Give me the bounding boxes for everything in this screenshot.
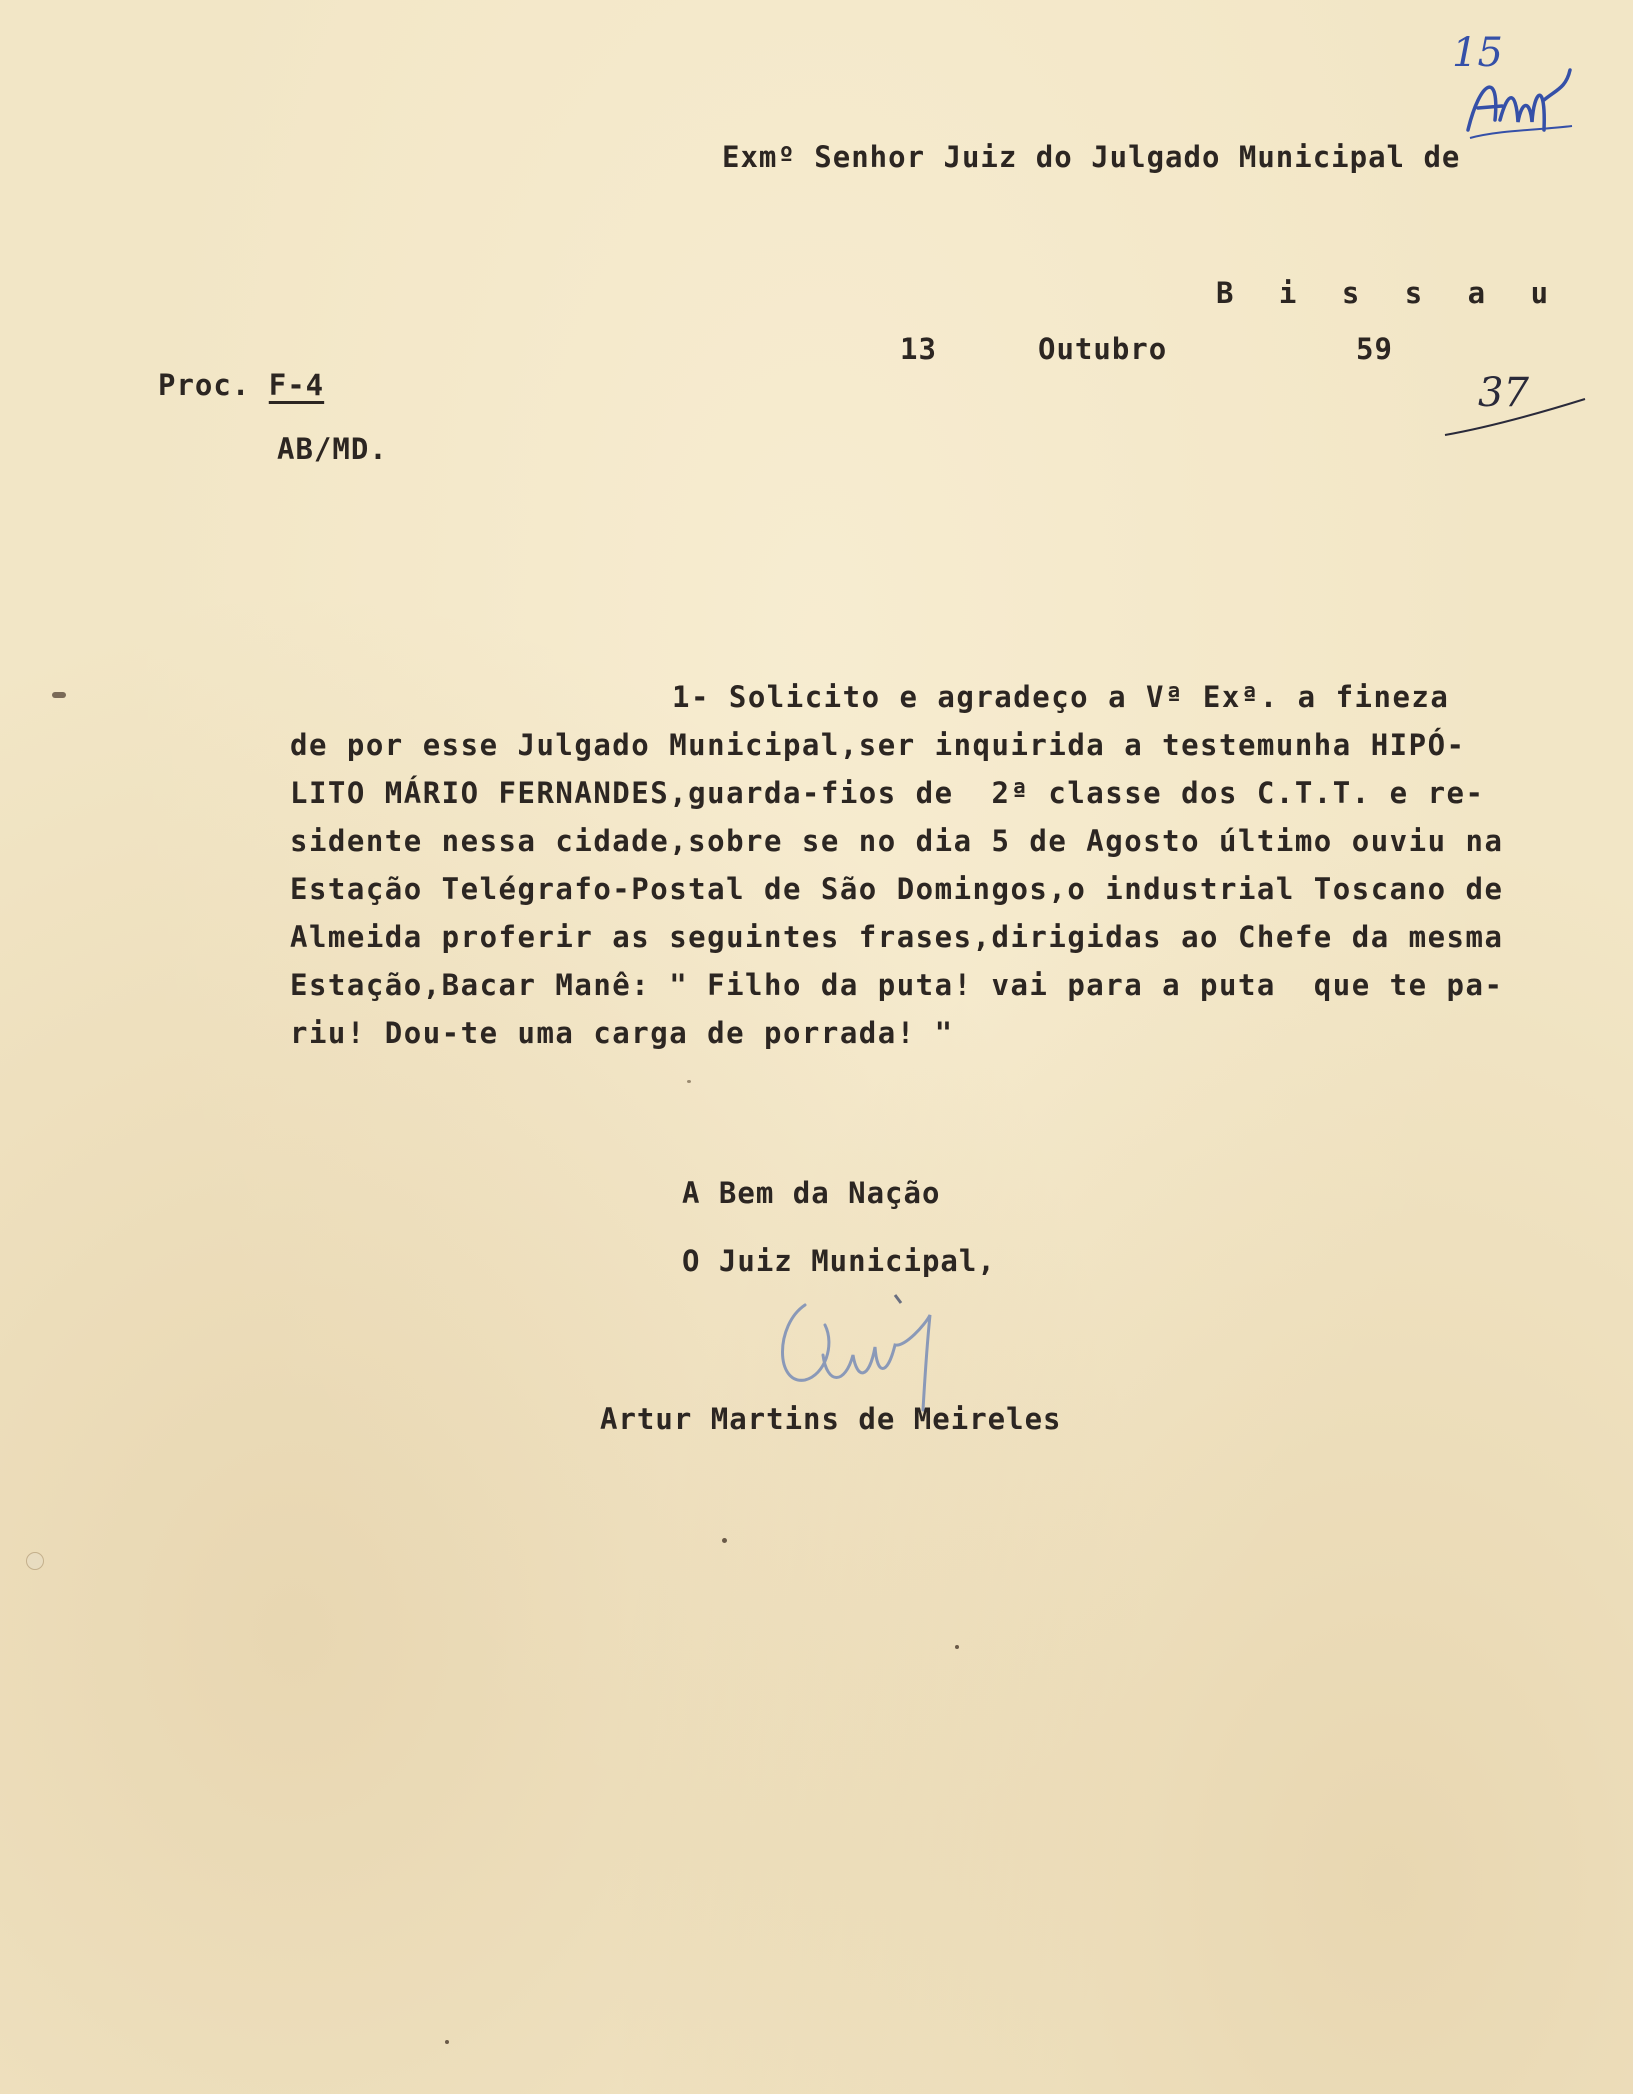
body-line-7: Estação,Bacar Manê: " Filho da puta! vai para a puta que te pa- bbox=[290, 968, 1504, 1002]
signatory-name: Artur Martins de Meireles bbox=[600, 1402, 1062, 1436]
closing-salutation: A Bem da Nação bbox=[682, 1176, 941, 1210]
signature bbox=[765, 1285, 995, 1415]
closing-title: O Juiz Municipal, bbox=[682, 1244, 996, 1278]
proc-reference bbox=[158, 368, 324, 402]
folio-number: 15 bbox=[1452, 30, 1503, 76]
date-month: Outubro bbox=[1038, 332, 1168, 366]
body-line-8: riu! Dou-te uma carga de porrada! " bbox=[290, 1016, 954, 1050]
initials: AB/MD. bbox=[277, 432, 388, 466]
proc-label: Proc. bbox=[158, 368, 269, 402]
body-line-2: de por esse Julgado Municipal,ser inquirida a testemunha HIPÓ- bbox=[290, 728, 1466, 762]
paper-speck bbox=[955, 1645, 959, 1649]
paper-speck bbox=[52, 692, 66, 698]
body-line-1: 1- Solicito e agradeço a Vª Exª. a fineza bbox=[672, 680, 1450, 714]
body-line-3: LITO MÁRIO FERNANDES,guarda-fios de 2ª classe dos C.T.T. e re- bbox=[290, 776, 1485, 810]
paper-speck bbox=[26, 1552, 44, 1570]
date-year: 59 bbox=[1356, 332, 1393, 366]
initials-annotation bbox=[1460, 60, 1580, 150]
date-day: 13 bbox=[900, 332, 937, 366]
paper-speck bbox=[722, 1538, 727, 1543]
body-line-5: Estação Telégrafo-Postal de São Domingos,o industrial Toscano de bbox=[290, 872, 1504, 906]
proc-number: F-4 bbox=[268, 368, 325, 402]
body-line-6: Almeida proferir as seguintes frases,dirigidas ao Chefe da mesma bbox=[290, 920, 1504, 954]
place-city: B i s s a u bbox=[1216, 276, 1563, 310]
body-line-4: sidente nessa cidade,sobre se no dia 5 de Agosto último ouviu na bbox=[290, 824, 1504, 858]
handwritten-number: 37 bbox=[1478, 370, 1529, 416]
handwritten-underline bbox=[1440, 395, 1590, 440]
paper-speck bbox=[687, 1080, 691, 1083]
addressee-line: Exmº Senhor Juiz do Julgado Municipal de bbox=[722, 140, 1461, 174]
paper-speck bbox=[445, 2040, 449, 2044]
